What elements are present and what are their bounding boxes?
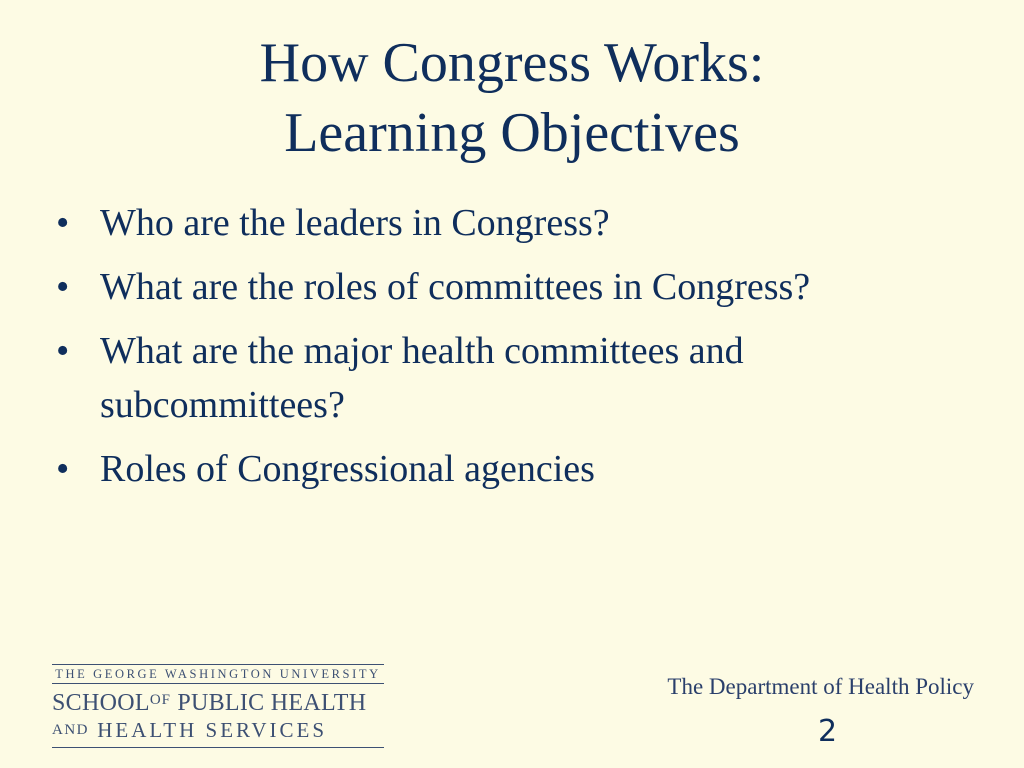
bullet-item (56, 196, 996, 250)
logo-school-part1: SCHOOL (52, 690, 150, 716)
bullet-text: Roles of Congressional agencies (100, 448, 595, 490)
bullet-text: What are the roles of committees in Congress? (100, 266, 811, 308)
bullet-icon: • (56, 202, 70, 244)
logo-school-part2: PUBLIC HEALTH (177, 690, 367, 716)
page-number: 2 (818, 714, 838, 749)
logo-services-name (52, 717, 384, 743)
logo-school-name (52, 686, 384, 717)
bullet-icon: • (56, 266, 70, 308)
department-name: The Department of Health Policy (667, 674, 974, 699)
bullet-text: What are the major health committees and subcommittees? (100, 330, 744, 426)
slide-title-line-1: How Congress Works: (259, 32, 765, 94)
bullet-item (56, 260, 996, 314)
slide-title-line-2: Learning Objectives (284, 102, 740, 164)
logo-services: HEALTH SERVICES (97, 718, 328, 742)
bullet-text: Who are the leaders in Congress? (100, 202, 610, 244)
logo-middle-rule (52, 683, 384, 684)
logo-and: AND (52, 722, 89, 738)
logo-bottom-rule (52, 747, 384, 748)
bullet-icon: • (56, 330, 70, 372)
bullet-item (56, 324, 996, 432)
university-logo (52, 664, 384, 748)
logo-university-name: THE GEORGE WASHINGTON UNIVERSITY (55, 667, 381, 681)
slide-title (0, 28, 1024, 168)
logo-school-of: OF (149, 692, 171, 708)
bullet-list (56, 196, 996, 506)
bullet-icon: • (56, 448, 70, 490)
bullet-item (56, 442, 996, 496)
